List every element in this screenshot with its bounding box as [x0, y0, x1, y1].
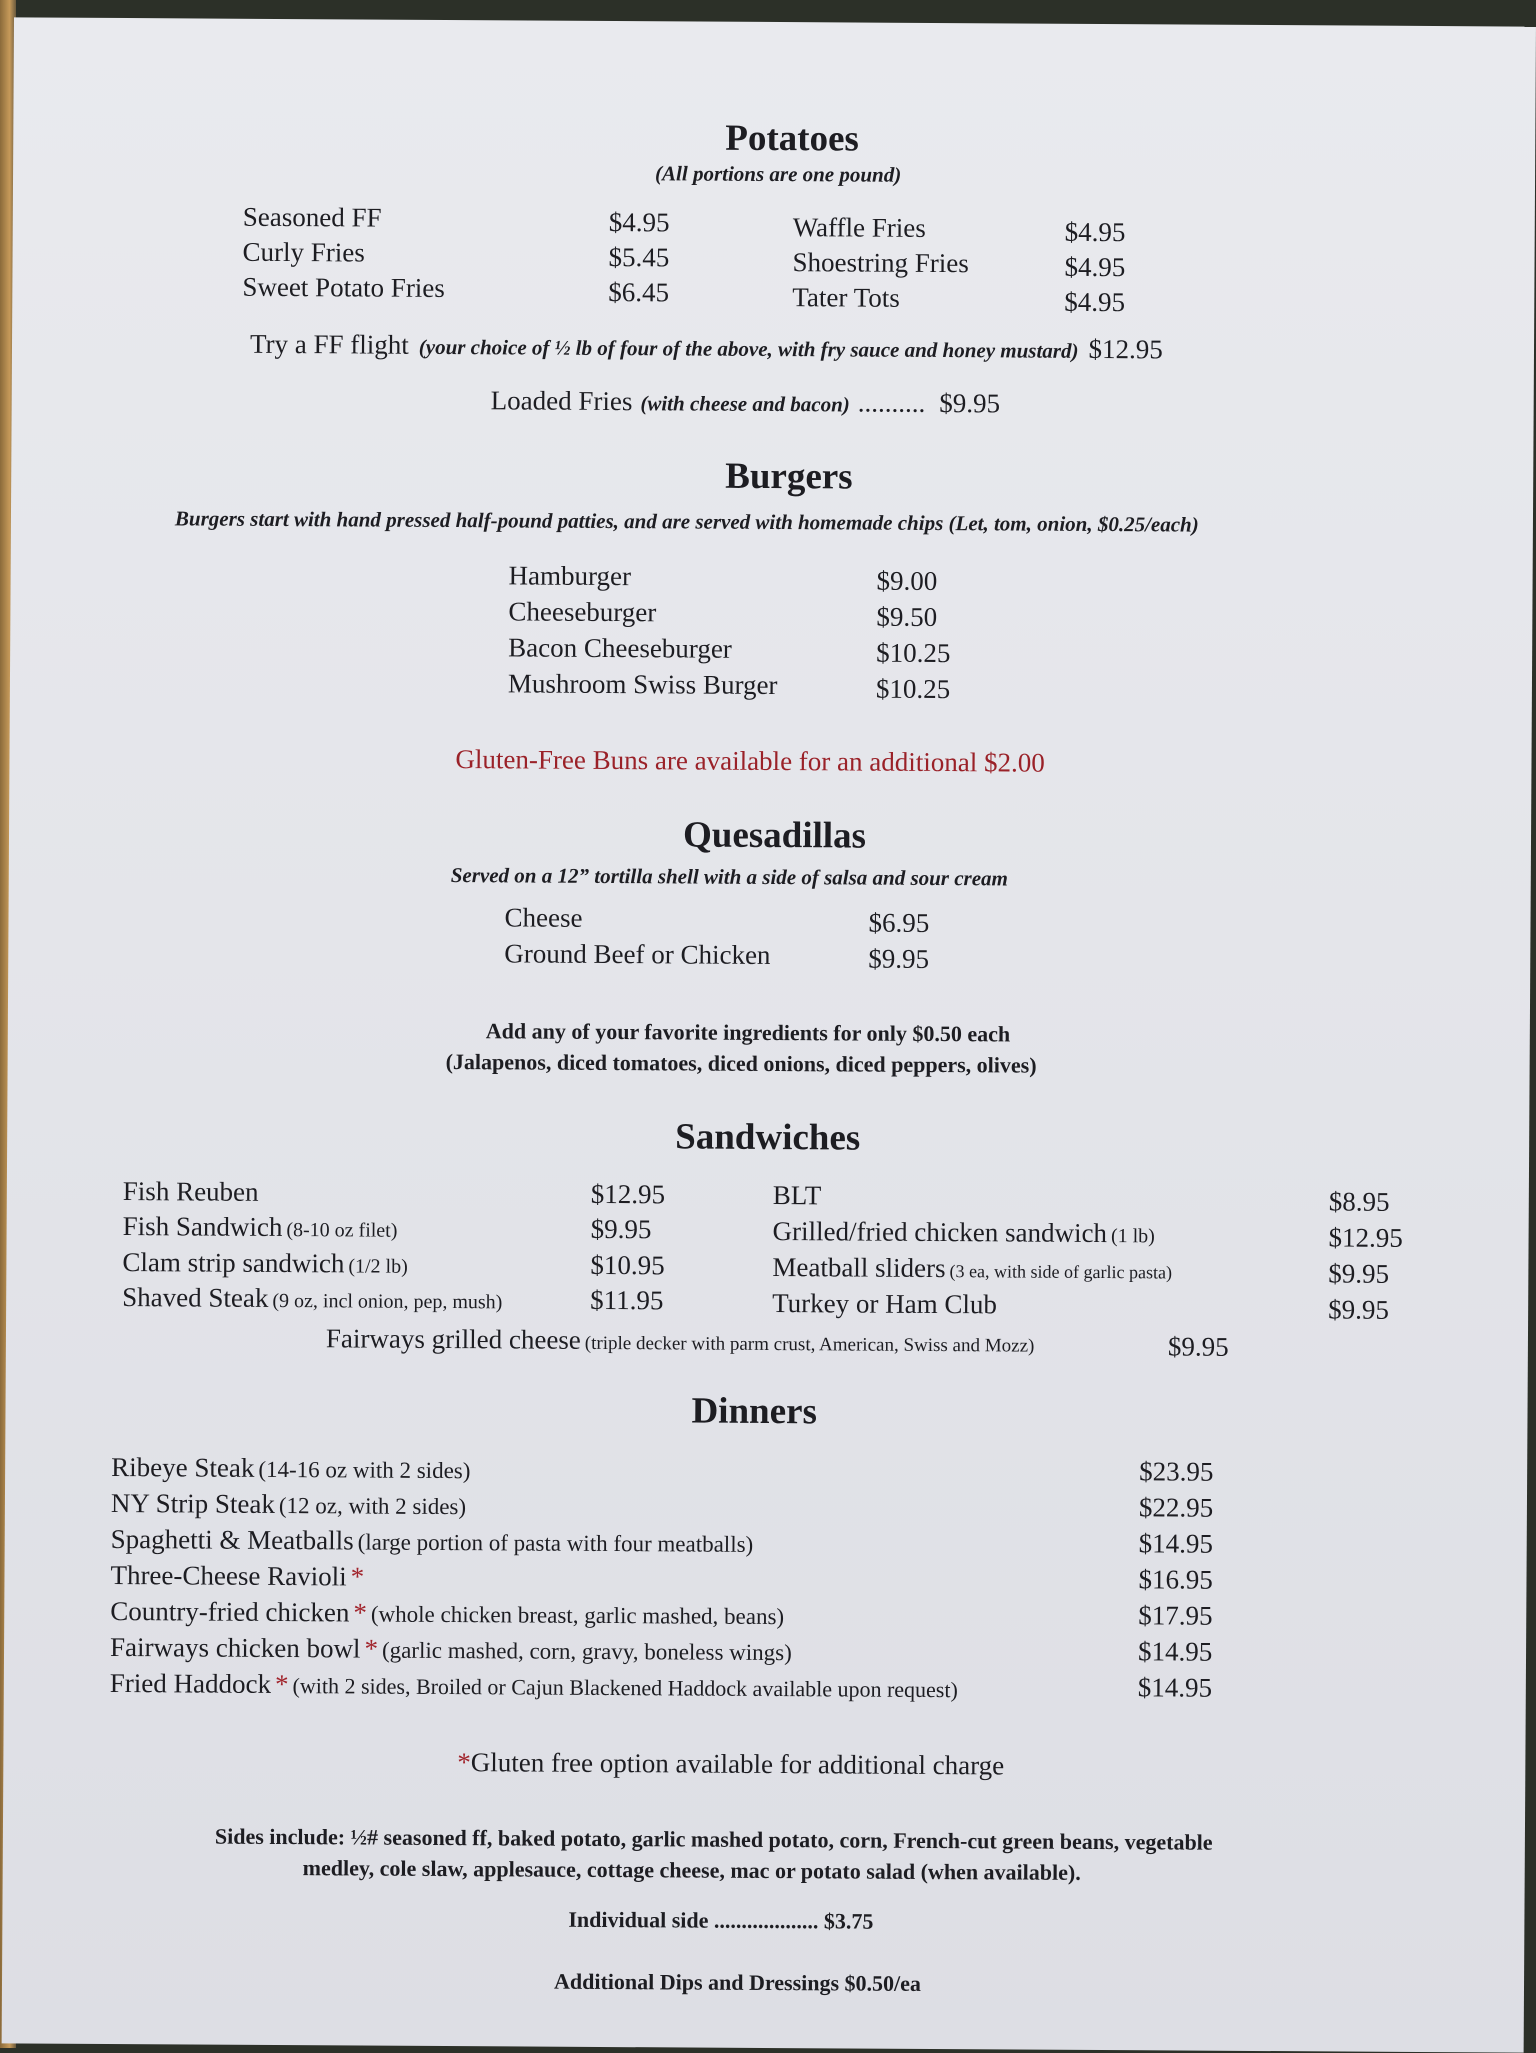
menu-item-price: $4.95: [1065, 217, 1126, 248]
menu-item-name: Hamburger: [509, 560, 632, 592]
menu-item-price: $4.95: [1064, 287, 1125, 318]
ff-flight-line: [250, 329, 1163, 366]
dinner-item: [110, 1632, 792, 1667]
ff-flight-note: (your choice of ½ lb of four of the above, with fry sauce and honey mustard): [419, 335, 1079, 363]
menu-item-name: Clam strip sandwich: [122, 1247, 344, 1278]
menu-item-note: (1 lb): [1111, 1225, 1155, 1247]
menu-item-note: (whole chicken breast, garlic mashed, beans): [371, 1602, 784, 1630]
menu-item-note: (14-16 oz with 2 sides): [258, 1457, 470, 1483]
menu-item-name: Sweet Potato Fries: [242, 272, 445, 304]
potatoes-subtitle: (All portions are one pound): [655, 161, 901, 188]
menu-item-name: Fried Haddock: [110, 1668, 271, 1699]
loaded-fries-price: $9.95: [939, 388, 1000, 418]
section-title-quesadillas: Quesadillas: [683, 813, 866, 857]
menu-item-price: $4.95: [609, 207, 670, 238]
menu-item-price: $8.95: [1329, 1186, 1390, 1217]
menu-item-price: $5.45: [608, 242, 669, 273]
gluten-free-star: *: [351, 1561, 365, 1591]
menu-item-price: $12.95: [1328, 1222, 1402, 1253]
menu-item-price: $11.95: [590, 1285, 663, 1316]
menu-item-name: Ribeye Steak: [111, 1452, 254, 1483]
menu-item-price: $9.50: [876, 602, 937, 633]
individual-side-line: [568, 1907, 873, 1935]
menu-item-note: (triple decker with parm crust, American, Swiss and Mozz): [585, 1333, 1035, 1357]
sandwich-item: [122, 1282, 502, 1315]
menu-item-price: $4.95: [1064, 252, 1125, 283]
sides-include-line1: Sides include: ½# seasoned ff, baked potato, garlic mashed potato, corn, French-cut green beans, vegetable: [215, 1824, 1213, 1856]
sandwich-item: [123, 1176, 259, 1208]
menu-item-note: (1/2 lb): [348, 1255, 408, 1277]
menu-item-price: $9.95: [1328, 1294, 1389, 1325]
dips-dressings-line: Additional Dips and Dressings $0.50/ea: [554, 1969, 921, 1997]
menu-item-price: $12.95: [591, 1179, 665, 1210]
quesadilla-addon-line: Add any of your favorite ingredients for only $0.50 each: [486, 1018, 1010, 1047]
menu-item-name: Fish Sandwich: [123, 1211, 283, 1242]
menu-item-name: Seasoned FF: [243, 202, 382, 234]
menu-item-note: (large portion of pasta with four meatballs): [358, 1529, 754, 1556]
dinner-item: [111, 1488, 466, 1521]
menu-item-price: $16.95: [1138, 1564, 1212, 1595]
menu-item-name: Turkey or Ham Club: [772, 1288, 997, 1319]
leader-dots: ..........: [858, 388, 926, 418]
menu-item-price: $9.95: [591, 1214, 652, 1245]
gluten-free-option-note: [457, 1747, 1004, 1781]
menu-item-name: Mushroom Swiss Burger: [508, 668, 778, 701]
menu-item-price: $9.00: [876, 566, 937, 597]
sides-include-line2: medley, cole slaw, applesauce, cottage cheese, mac or potato salad (when available).: [303, 1855, 1081, 1886]
menu-item-price: $10.25: [876, 638, 950, 669]
gluten-free-star: *: [353, 1597, 367, 1627]
grilled-cheese-line: [326, 1323, 1035, 1358]
menu-item-price: $6.45: [608, 277, 669, 308]
dinner-item: [110, 1560, 364, 1593]
menu-item-name: Three-Cheese Ravioli: [110, 1560, 346, 1591]
loaded-fries-name: Loaded Fries: [491, 385, 633, 416]
dinner-item: [110, 1596, 784, 1631]
gluten-free-star: *: [457, 1747, 471, 1777]
menu-item-name: Ground Beef or Chicken: [504, 938, 770, 971]
menu-item-note: (garlic mashed, corn, gravy, boneless wings): [382, 1638, 792, 1666]
menu-item-price: $10.95: [590, 1250, 664, 1281]
menu-item-price: $14.95: [1139, 1528, 1213, 1559]
loaded-fries-note: (with cheese and bacon): [640, 391, 850, 416]
sandwich-item: [772, 1288, 997, 1320]
menu-item-price: $22.95: [1139, 1492, 1213, 1523]
quesadilla-addon-options: (Jalapenos, diced tomatoes, diced onions, diced peppers, olives): [446, 1049, 1037, 1079]
menu-item-name: Waffle Fries: [793, 212, 926, 244]
sandwich-item: [772, 1252, 1172, 1285]
section-title-sandwiches: Sandwiches: [675, 1115, 860, 1159]
menu-item-name: Spaghetti & Meatballs: [111, 1524, 354, 1555]
dinner-item: [111, 1524, 754, 1559]
menu-item-name: BLT: [773, 1180, 822, 1210]
menu-item-name: Curly Fries: [242, 237, 364, 269]
menu-item-price: $9.95: [868, 944, 929, 975]
menu-item-note: (3 ea, with side of garlic pasta): [950, 1261, 1173, 1282]
loaded-fries-line: [491, 385, 1001, 419]
menu-item-price: $17.95: [1138, 1600, 1212, 1631]
section-title-dinners: Dinners: [691, 1390, 817, 1434]
menu-item-price: $9.95: [1168, 1331, 1229, 1362]
gluten-free-star: *: [364, 1634, 378, 1664]
menu-item-name: Cheeseburger: [508, 596, 656, 628]
individual-side-price: $3.75: [824, 1908, 874, 1933]
menu-item-name: Fairways chicken bowl: [110, 1632, 361, 1664]
menu-item-price: $9.95: [1328, 1258, 1389, 1289]
gluten-free-option-text: Gluten free option available for additional charge: [471, 1747, 1004, 1780]
menu-item-name: Fish Reuben: [123, 1176, 259, 1207]
menu-item-price: $10.25: [876, 674, 950, 705]
menu-item-price: $14.95: [1138, 1672, 1212, 1703]
ff-flight-price: $12.95: [1088, 334, 1162, 364]
menu-item-price: $6.95: [868, 908, 929, 939]
menu-item-name: Grilled/fried chicken sandwich: [773, 1216, 1108, 1248]
menu-item-name: Shaved Steak: [122, 1282, 268, 1313]
menu-item-note: (9 oz, incl onion, pep, mush): [272, 1290, 502, 1313]
leader-dots: ...................: [714, 1908, 819, 1934]
menu-item-name: Tater Tots: [792, 282, 900, 314]
menu-item-name: Shoestring Fries: [792, 247, 968, 279]
sandwich-item: [122, 1247, 408, 1280]
menu-item-name: Bacon Cheeseburger: [508, 632, 732, 664]
menu-item-name: Cheese: [504, 902, 582, 933]
menu-page: [2, 17, 1536, 2052]
menu-item-name: Meatball sliders: [772, 1252, 945, 1283]
section-title-potatoes: Potatoes: [725, 117, 859, 161]
gluten-free-star: *: [275, 1669, 289, 1699]
menu-item-note: (12 oz, with 2 sides): [279, 1493, 466, 1519]
section-title-burgers: Burgers: [725, 455, 853, 499]
menu-item-note: (with 2 sides, Broiled or Cajun Blackened Haddock available upon request): [292, 1673, 957, 1702]
individual-side-label: Individual side: [568, 1907, 708, 1933]
sandwich-item: [773, 1180, 822, 1211]
ff-flight-name: Try a FF flight: [250, 329, 409, 360]
dinner-item: [110, 1668, 958, 1704]
menu-item-name: NY Strip Steak: [111, 1488, 275, 1519]
menu-item-price: $23.95: [1139, 1456, 1213, 1487]
menu-item-note: (8-10 oz filet): [286, 1219, 397, 1242]
menu-item-name: Country-fried chicken: [110, 1596, 349, 1627]
sandwich-item: [123, 1211, 398, 1244]
sandwich-item: [773, 1216, 1155, 1249]
menu-item-price: $14.95: [1138, 1636, 1212, 1667]
burgers-subtitle: Burgers start with hand pressed half-pound patties, and are served with homemade chips (Let, tom, onion, $0.25/each): [175, 506, 1199, 537]
quesadillas-subtitle: Served on a 12” tortilla shell with a side of salsa and sour cream: [451, 863, 1008, 891]
menu-item-name: Fairways grilled cheese: [326, 1323, 581, 1355]
gluten-free-buns-note: Gluten-Free Buns are available for an additional $2.00: [455, 744, 1044, 779]
dinner-item: [111, 1452, 470, 1485]
